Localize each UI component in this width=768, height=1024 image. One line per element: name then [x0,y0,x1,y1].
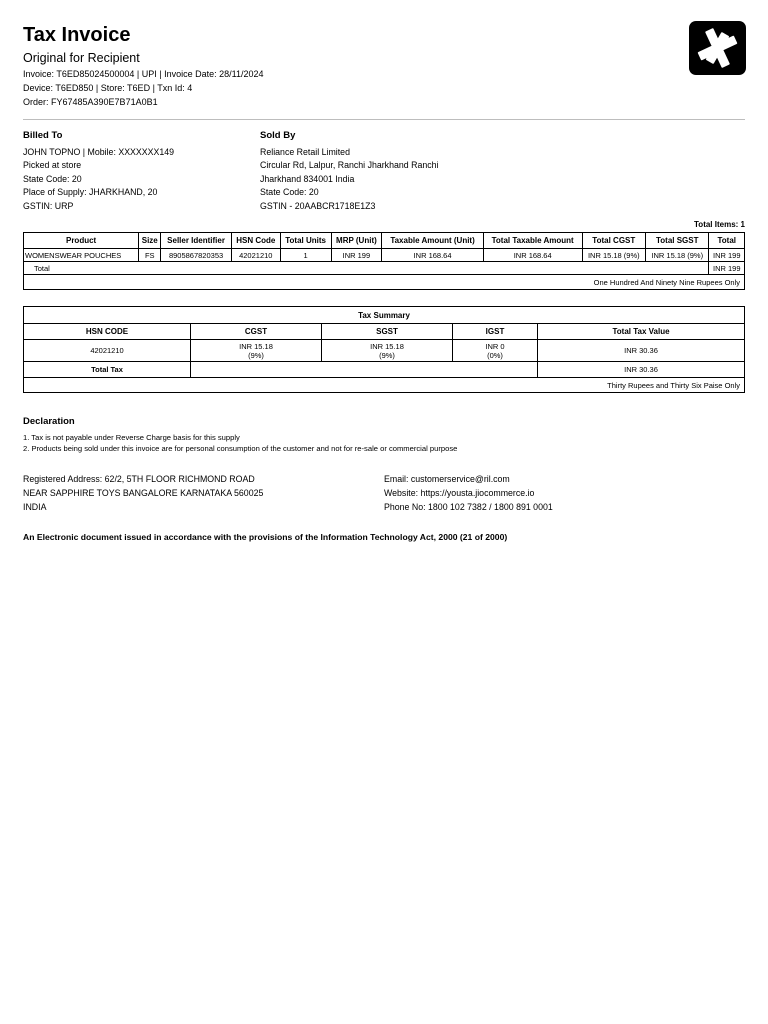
cell-size: FS [139,249,161,262]
tax-header-row [24,324,745,340]
col-header-total-sgst: Total SGST [646,233,709,249]
total-items-count: Total Items: 1 [694,220,745,229]
items-words-row [24,275,745,290]
table-row [24,340,745,362]
col-header-total-units: Total Units [280,233,331,249]
tax-cgst-rate: (9%) [248,350,264,360]
tax-summary-title-row [24,307,745,324]
cell-total: INR 199 [709,249,745,262]
tax-col-header-cgst: CGST [191,324,322,340]
star-logo-icon [689,21,746,75]
tax-cell-hsn: 42021210 [24,340,191,362]
col-header-hsn-code: HSN Code [231,233,280,249]
tax-cell-cgst [191,340,322,362]
tax-col-header-hsn: HSN CODE [24,324,191,340]
registered-address-line: Registered Address: 62/2, 5TH FLOOR RICHMOND ROAD [23,474,255,484]
tax-col-header-igst: IGST [453,324,538,340]
tax-sgst-amount: INR 15.18 [370,341,404,351]
contact-website: Website: https://yousta.jiocommerce.io [384,488,535,498]
registered-address-line: INDIA [23,502,47,512]
tax-summary-title: Tax Summary [24,307,745,324]
tax-col-header-sgst: SGST [322,324,453,340]
billed-to-line: JOHN TOPNO | Mobile: XXXXXXX149 [23,147,175,157]
order-meta-line: Order: FY67485A390E7B71A0B1 [23,97,158,107]
col-header-product: Product [24,233,139,249]
device-meta-line: Device: T6ED850 | Store: T6ED | Txn Id: 4 [23,83,193,93]
sold-by-title: Sold By [260,130,296,141]
tax-cgst-amount: INR 15.18 [239,341,273,351]
invoice-title: Tax Invoice [23,24,131,46]
billed-to-line: GSTIN: URP [23,201,74,211]
billed-to-line: Place of Supply: JHARKHAND, 20 [23,187,158,197]
items-table [23,232,745,290]
cell-total-sgst: INR 15.18 (9%) [646,249,709,262]
tax-col-header-total-tax-value: Total Tax Value [538,324,745,340]
col-header-total: Total [709,233,745,249]
invoice-subtitle: Original for Recipient [23,51,140,65]
tax-total-label: Total Tax [24,362,191,378]
contact-email: Email: customerservice@ril.com [384,474,510,484]
cell-taxable-amount-unit: INR 168.64 [382,249,484,262]
cell-hsn-code: 42021210 [231,249,280,262]
col-header-seller-identifier: Seller Identifier [161,233,232,249]
tax-amount-in-words: Thirty Rupees and Thirty Six Paise Only [24,378,745,393]
tax-cell-igst [453,340,538,362]
sold-by-line: Reliance Retail Limited [260,147,350,157]
tax-total-spacer [191,362,538,378]
declaration-line: 1. Tax is not payable under Reverse Charge basis for this supply [23,433,240,442]
col-header-total-taxable-amount: Total Taxable Amount [483,233,582,249]
declaration-title: Declaration [23,416,75,427]
contact-phone: Phone No: 1800 102 7382 / 1800 891 0001 [384,502,553,512]
tax-summary-table [23,306,745,393]
sold-by-line: GSTIN - 20AABCR1718E1Z3 [260,201,376,211]
items-amount-in-words: One Hundred And Ninety Nine Rupees Only [24,275,745,290]
registered-address-line: NEAR SAPPHIRE TOYS BANGALORE KARNATAKA 560025 [23,488,264,498]
col-header-total-cgst: Total CGST [582,233,645,249]
items-total-value: INR 199 [709,262,745,275]
billed-to-title: Billed To [23,130,63,141]
sold-by-line: State Code: 20 [260,187,319,197]
sold-by-line: Circular Rd, Lalpur, Ranchi Jharkhand Ranchi [260,160,439,170]
tax-cell-sgst [322,340,453,362]
table-row [24,249,745,262]
tax-total-row [24,362,745,378]
cell-total-taxable-amount: INR 168.64 [483,249,582,262]
col-header-taxable-amount-unit: Taxable Amount (Unit) [382,233,484,249]
items-header-row [24,233,745,249]
col-header-size: Size [139,233,161,249]
tax-total-value: INR 30.36 [538,362,745,378]
tax-igst-amount: INR 0 [485,341,505,351]
billed-to-line: State Code: 20 [23,174,82,184]
cell-product: WOMENSWEAR POUCHES [24,249,139,262]
invoice-meta-line: Invoice: T6ED85024500004 | UPI | Invoice Date: 28/11/2024 [23,69,264,79]
declaration-line: 2. Products being sold under this invoice are for personal consumption of the customer and not for re-sale or commercial purpose [23,444,458,453]
cell-mrp-unit: INR 199 [331,249,382,262]
col-header-mrp-unit: MRP (Unit) [331,233,382,249]
electronic-document-notice: An Electronic document issued in accordance with the provisions of the Information Technology Act, 2000 (21 of 2000) [23,532,508,542]
cell-total-units: 1 [280,249,331,262]
cell-seller-identifier: 8905867820353 [161,249,232,262]
header-divider [23,119,745,120]
sold-by-line: Jharkhand 834001 India [260,174,355,184]
tax-sgst-rate: (9%) [379,350,395,360]
items-total-row [24,262,745,275]
tax-igst-rate: (0%) [487,350,503,360]
cell-total-cgst: INR 15.18 (9%) [582,249,645,262]
tax-cell-total: INR 30.36 [538,340,745,362]
tax-words-row [24,378,745,393]
items-total-label: Total [24,262,709,275]
billed-to-line: Picked at store [23,160,82,170]
